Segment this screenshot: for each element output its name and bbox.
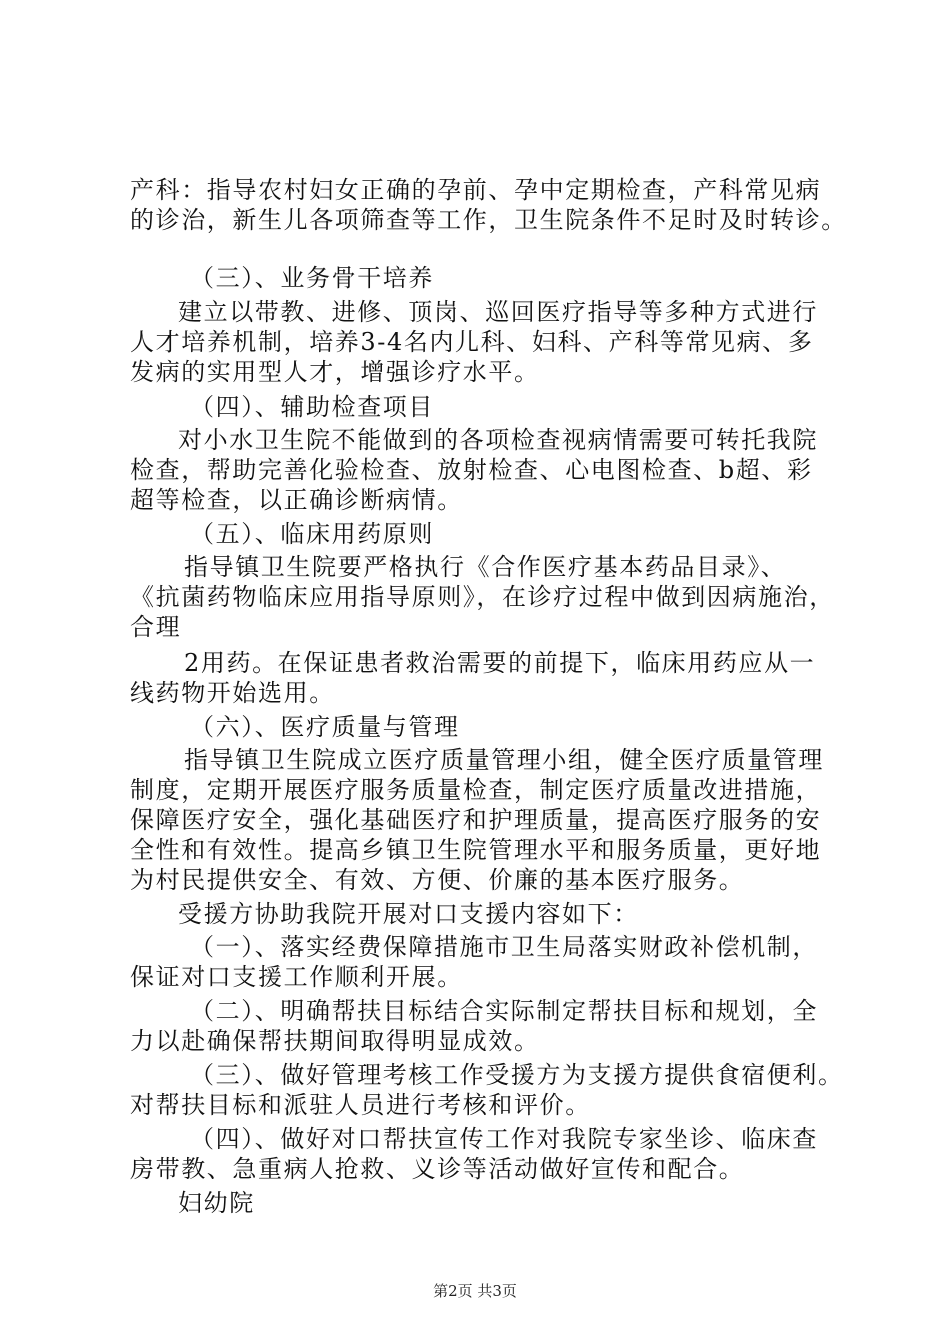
text-line: 受援方协助我院开展对口支援内容如下： [178,900,639,928]
text-line: （三）、做好管理考核工作受援方为支援方提供食宿便利。 [190,1061,844,1089]
text-line: （一）、落实经费保障措施市卫生局落实财政补偿机制， [190,933,818,961]
text-line: 保证对口支援工作顺利开展。 [130,963,463,991]
text-line: 为村民提供安全、有效、方便、价廉的基本医疗服务。 [130,866,745,894]
text-line: 发病的实用型人才，增强诊疗水平。 [130,358,540,386]
text-line: 《抗菌药物临床应用指导原则》，在诊疗过程中做到因病施治， [130,583,835,611]
text-line: 指导镇卫生院要严格执行《合作医疗基本药品目录》、 [184,553,787,581]
text-line: 检查，帮助完善化验检查、放射检查、心电图检查、b超、彩 [130,456,813,484]
text-line: 人才培养机制，培养3-4名内儿科、妇科、产科等常见病、多 [130,328,814,356]
text-line: 产科：指导农村妇女正确的孕前、孕中定期检查，产科常见病 [130,176,822,204]
section-heading: （六）、医疗质量与管理 [190,713,460,741]
text-line: 的诊治，新生儿各项筛查等工作，卫生院条件不足时及时转诊。 [130,206,847,234]
text-line: 保障医疗安全，强化基础医疗和护理质量，提高医疗服务的安 [130,806,822,834]
section-heading: （五）、临床用药原则 [190,520,434,548]
text-line: 对小水卫生院不能做到的各项检查视病情需要可转托我院 [178,426,818,454]
text-line: 制度，定期开展医疗服务质量检查，制定医疗质量改进措施， [130,776,822,804]
text-line: （二）、明确帮扶目标结合实际制定帮扶目标和规划，全 [190,997,818,1025]
text-line: 线药物开始选用。 [130,679,335,707]
signature-line: 妇幼院 [178,1189,255,1217]
text-line: 指导镇卫生院成立医疗质量管理小组，健全医疗质量管理 [184,746,824,774]
text-line: 房带教、急重病人抢救、义诊等活动做好宣传和配合。 [130,1155,745,1183]
text-line: 全性和有效性。提高乡镇卫生院管理水平和服务质量，更好地 [130,836,822,864]
text-line: 建立以带教、进修、顶岗、巡回医疗指导等多种方式进行 [178,298,818,326]
text-line: 对帮扶目标和派驻人员进行考核和评价。 [130,1091,591,1119]
text-line: 力以赴确保帮扶期间取得明显成效。 [130,1027,540,1055]
text-line: 2用药。在保证患者救治需要的前提下，临床用药应从一 [184,649,816,677]
page-footer: 第2页 共3页 [433,1282,517,1300]
text-line: （四）、做好对口帮扶宣传工作对我院专家坐诊、临床查 [190,1125,818,1153]
text-line: 合理 [130,613,182,641]
text-line: 超等检查，以正确诊断病情。 [130,486,463,514]
section-heading: （三）、业务骨干培养 [190,264,434,292]
section-heading: （四）、辅助检查项目 [190,393,434,421]
